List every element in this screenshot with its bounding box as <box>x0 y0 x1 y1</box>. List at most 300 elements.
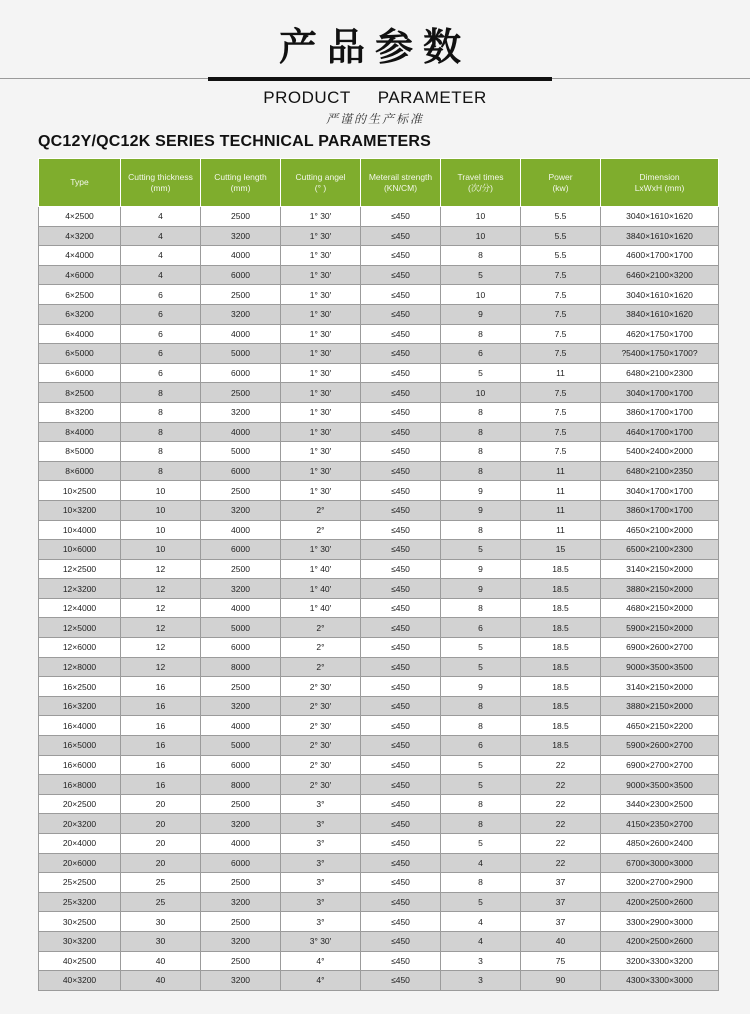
table-cell: 4650×2150×2200 <box>601 716 719 736</box>
table-row <box>39 363 719 383</box>
column-header <box>201 159 281 207</box>
table-cell: 3840×1610×1620 <box>601 226 719 246</box>
table-cell: 2500 <box>201 481 281 501</box>
table-cell: 15 <box>521 540 601 560</box>
table-cell: 3860×1700×1700 <box>601 500 719 520</box>
table-cell: 3200×2700×2900 <box>601 873 719 893</box>
table-cell: 2° 30′ <box>281 696 361 716</box>
table-cell: 16×3200 <box>39 696 121 716</box>
table-cell: 8×4000 <box>39 422 121 442</box>
table-cell: 9000×3500×3500 <box>601 775 719 795</box>
table-cell: 8×6000 <box>39 461 121 481</box>
table-row <box>39 834 719 854</box>
table-cell: 3200 <box>201 814 281 834</box>
table-cell: 1° 30′ <box>281 442 361 462</box>
table-cell: 8 <box>441 520 521 540</box>
table-cell: 6700×3000×3000 <box>601 853 719 873</box>
table-cell: 22 <box>521 775 601 795</box>
table-row <box>39 500 719 520</box>
table-cell: 2° 30′ <box>281 775 361 795</box>
table-cell: 20 <box>121 794 201 814</box>
table-cell: ≤450 <box>361 304 441 324</box>
table-cell: ≤450 <box>361 677 441 697</box>
table-cell: ≤450 <box>361 344 441 364</box>
table-cell: 4 <box>441 912 521 932</box>
table-cell: 3140×2150×2000 <box>601 677 719 697</box>
column-header <box>361 159 441 207</box>
table-cell: 16 <box>121 716 201 736</box>
table-cell: ≤450 <box>361 246 441 266</box>
table-cell: 22 <box>521 794 601 814</box>
table-cell: ≤450 <box>361 520 441 540</box>
table-cell: 20×6000 <box>39 853 121 873</box>
table-cell: 10×2500 <box>39 481 121 501</box>
table-cell: ≤450 <box>361 755 441 775</box>
column-header <box>521 159 601 207</box>
table-cell: 4×2500 <box>39 207 121 227</box>
table-cell: 5000 <box>201 442 281 462</box>
table-row <box>39 775 719 795</box>
table-cell: 10 <box>121 481 201 501</box>
table-cell: ≤450 <box>361 716 441 736</box>
column-header-unit: (kw) <box>552 182 569 193</box>
table-cell: 2° <box>281 657 361 677</box>
table-row <box>39 304 719 324</box>
table-cell: 3 <box>441 971 521 991</box>
table-cell: 4 <box>121 207 201 227</box>
table-cell: 4200×2500×2600 <box>601 931 719 951</box>
table-cell: 4000 <box>201 246 281 266</box>
table-cell: 6 <box>121 324 201 344</box>
table-cell: 22 <box>521 853 601 873</box>
table-row <box>39 481 719 501</box>
column-header-label: Travel times <box>457 171 504 182</box>
table-cell: 1° 30′ <box>281 304 361 324</box>
table-cell: 4×4000 <box>39 246 121 266</box>
table-row <box>39 579 719 599</box>
table-cell: 7.5 <box>521 402 601 422</box>
table-cell: 2500 <box>201 794 281 814</box>
table-cell: 5 <box>441 363 521 383</box>
table-cell: 9 <box>441 304 521 324</box>
table-cell: 5900×2600×2700 <box>601 736 719 756</box>
table-cell: 6480×2100×2300 <box>601 363 719 383</box>
table-cell: ≤450 <box>361 383 441 403</box>
table-row <box>39 540 719 560</box>
table-cell: 6900×2700×2700 <box>601 755 719 775</box>
table-cell: 20 <box>121 834 201 854</box>
table-cell: 3200 <box>201 971 281 991</box>
table-cell: 10 <box>441 207 521 227</box>
table-cell: 12×6000 <box>39 638 121 658</box>
table-cell: ≤450 <box>361 912 441 932</box>
table-cell: 4200×2500×2600 <box>601 892 719 912</box>
table-row <box>39 442 719 462</box>
table-cell: 3° <box>281 892 361 912</box>
table-cell: ≤450 <box>361 481 441 501</box>
table-cell: ≤450 <box>361 892 441 912</box>
table-cell: 18.5 <box>521 677 601 697</box>
table-cell: 25 <box>121 873 201 893</box>
table-cell: ≤450 <box>361 775 441 795</box>
table-cell: 8 <box>441 324 521 344</box>
table-cell: 8 <box>441 402 521 422</box>
table-cell: 3° <box>281 814 361 834</box>
table-cell: 8×5000 <box>39 442 121 462</box>
table-cell: 6×6000 <box>39 363 121 383</box>
table-cell: 18.5 <box>521 716 601 736</box>
table-cell: 16×6000 <box>39 755 121 775</box>
table-cell: 8×3200 <box>39 402 121 422</box>
table-cell: 1° 30′ <box>281 285 361 305</box>
table-cell: 18.5 <box>521 696 601 716</box>
table-cell: 16 <box>121 755 201 775</box>
table-cell: 11 <box>521 481 601 501</box>
table-cell: 8 <box>121 461 201 481</box>
table-cell: 20×2500 <box>39 794 121 814</box>
table-cell: 10 <box>121 520 201 540</box>
table-cell: 37 <box>521 912 601 932</box>
table-cell: 11 <box>521 500 601 520</box>
table-row <box>39 677 719 697</box>
table-cell: 8 <box>441 442 521 462</box>
table-cell: 6 <box>441 618 521 638</box>
table-row <box>39 402 719 422</box>
table-cell: 40×3200 <box>39 971 121 991</box>
table-cell: 5 <box>441 775 521 795</box>
table-cell: 3200 <box>201 696 281 716</box>
table-cell: ≤450 <box>361 559 441 579</box>
table-row <box>39 657 719 677</box>
table-cell: 1° 30′ <box>281 461 361 481</box>
table-cell: 2° 30′ <box>281 736 361 756</box>
table-cell: 11 <box>521 461 601 481</box>
table-cell: 3040×1700×1700 <box>601 383 719 403</box>
table-row <box>39 892 719 912</box>
table-cell: 6000 <box>201 755 281 775</box>
table-cell: 4° <box>281 951 361 971</box>
table-cell: 4150×2350×2700 <box>601 814 719 834</box>
table-body <box>39 207 719 991</box>
table-cell: 4300×3300×3000 <box>601 971 719 991</box>
table-cell: 9000×3500×3500 <box>601 657 719 677</box>
table-row <box>39 912 719 932</box>
table-cell: 30×3200 <box>39 931 121 951</box>
table-cell: ≤450 <box>361 461 441 481</box>
table-cell: 4000 <box>201 834 281 854</box>
table-row <box>39 873 719 893</box>
table-row <box>39 344 719 364</box>
table-cell: 8000 <box>201 657 281 677</box>
table-cell: 1° 40′ <box>281 579 361 599</box>
table-cell: 5900×2150×2000 <box>601 618 719 638</box>
table-cell: 3200 <box>201 226 281 246</box>
table-row <box>39 559 719 579</box>
table-cell: 3° 30′ <box>281 931 361 951</box>
table-cell: 1° 40′ <box>281 598 361 618</box>
table-cell: 12×2500 <box>39 559 121 579</box>
table-cell: 16 <box>121 696 201 716</box>
table-cell: ≤450 <box>361 324 441 344</box>
table-cell: 30 <box>121 912 201 932</box>
table-cell: ≤450 <box>361 814 441 834</box>
table-cell: 12×8000 <box>39 657 121 677</box>
table-cell: 22 <box>521 834 601 854</box>
table-cell: ≤450 <box>361 638 441 658</box>
table-cell: 10×6000 <box>39 540 121 560</box>
table-cell: 6480×2100×2350 <box>601 461 719 481</box>
table-cell: 6×3200 <box>39 304 121 324</box>
table-cell: 11 <box>521 520 601 540</box>
table-cell: 5 <box>441 540 521 560</box>
table-cell: 16×2500 <box>39 677 121 697</box>
table-cell: 3200 <box>201 931 281 951</box>
table-cell: 25×2500 <box>39 873 121 893</box>
table-cell: 3300×2900×3000 <box>601 912 719 932</box>
column-header-unit: (mm) <box>230 182 251 193</box>
table-cell: 4680×2150×2000 <box>601 598 719 618</box>
table-row <box>39 853 719 873</box>
table-cell: ?5400×1750×1700? <box>601 344 719 364</box>
table-cell: 11 <box>521 363 601 383</box>
table-cell: ≤450 <box>361 579 441 599</box>
table-row <box>39 598 719 618</box>
table-cell: 18.5 <box>521 638 601 658</box>
table-cell: 4000 <box>201 520 281 540</box>
table-cell: 30×2500 <box>39 912 121 932</box>
table-cell: ≤450 <box>361 853 441 873</box>
table-cell: 6×4000 <box>39 324 121 344</box>
table-cell: 6×5000 <box>39 344 121 364</box>
english-subtitle: PRODUCT PARAMETER <box>263 88 487 107</box>
table-cell: 3° <box>281 912 361 932</box>
table-cell: 16 <box>121 677 201 697</box>
table-cell: 3° <box>281 873 361 893</box>
table-cell: 4640×1700×1700 <box>601 422 719 442</box>
table-cell: ≤450 <box>361 500 441 520</box>
table-cell: 6 <box>121 344 201 364</box>
table-cell: 2500 <box>201 207 281 227</box>
table-cell: ≤450 <box>361 696 441 716</box>
table-cell: 6500×2100×2300 <box>601 540 719 560</box>
table-cell: 3200 <box>201 892 281 912</box>
table-cell: 12×4000 <box>39 598 121 618</box>
table-cell: 7.5 <box>521 304 601 324</box>
table-row <box>39 285 719 305</box>
table-cell: 12 <box>121 638 201 658</box>
table-cell: 5 <box>441 834 521 854</box>
column-header <box>281 159 361 207</box>
table-row <box>39 226 719 246</box>
table-cell: 5 <box>441 657 521 677</box>
table-cell: 2° 30′ <box>281 755 361 775</box>
table-cell: ≤450 <box>361 363 441 383</box>
table-cell: 4×6000 <box>39 265 121 285</box>
table-cell: 3140×2150×2000 <box>601 559 719 579</box>
table-cell: 4620×1750×1700 <box>601 324 719 344</box>
table-cell: 4600×1700×1700 <box>601 246 719 266</box>
table-cell: 20 <box>121 814 201 834</box>
table-cell: 8×2500 <box>39 383 121 403</box>
table-cell: 3200 <box>201 500 281 520</box>
table-cell: 12 <box>121 579 201 599</box>
table-cell: 18.5 <box>521 598 601 618</box>
table-cell: 7.5 <box>521 344 601 364</box>
table-cell: 12 <box>121 598 201 618</box>
table-cell: 20×4000 <box>39 834 121 854</box>
table-cell: 2500 <box>201 383 281 403</box>
table-cell: 4650×2100×2000 <box>601 520 719 540</box>
table-header-row <box>39 159 719 207</box>
table-cell: 3440×2300×2500 <box>601 794 719 814</box>
table-cell: 6000 <box>201 853 281 873</box>
table-cell: 4000 <box>201 324 281 344</box>
table-cell: 22 <box>521 814 601 834</box>
table-cell: 5000 <box>201 344 281 364</box>
table-cell: 9 <box>441 481 521 501</box>
table-row <box>39 716 719 736</box>
column-header-unit: (mm) <box>150 182 171 193</box>
table-cell: 2500 <box>201 677 281 697</box>
table-cell: 5.5 <box>521 207 601 227</box>
table-cell: 37 <box>521 873 601 893</box>
table-row <box>39 461 719 481</box>
table-cell: 3° <box>281 834 361 854</box>
parameters-table-container <box>38 158 718 991</box>
table-cell: 7.5 <box>521 265 601 285</box>
table-cell: 3040×1700×1700 <box>601 481 719 501</box>
table-cell: 5 <box>441 638 521 658</box>
table-cell: 16 <box>121 775 201 795</box>
table-cell: 4850×2600×2400 <box>601 834 719 854</box>
table-cell: 5400×2400×2000 <box>601 442 719 462</box>
table-cell: 6 <box>441 344 521 364</box>
table-cell: 90 <box>521 971 601 991</box>
table-cell: 20 <box>121 853 201 873</box>
table-row <box>39 246 719 266</box>
table-cell: 2° <box>281 618 361 638</box>
table-cell: 8 <box>121 383 201 403</box>
table-cell: 4 <box>441 931 521 951</box>
table-row <box>39 696 719 716</box>
table-cell: 6000 <box>201 265 281 285</box>
table-cell: 4000 <box>201 422 281 442</box>
chinese-subtitle: 严谨的生产标准 <box>325 112 424 126</box>
table-cell: 5.5 <box>521 226 601 246</box>
table-row <box>39 324 719 344</box>
table-cell: 4 <box>121 226 201 246</box>
column-header-unit: LxWxH (mm) <box>634 182 685 193</box>
table-cell: 3° <box>281 853 361 873</box>
column-header-label: Cutting angel <box>295 171 346 182</box>
table-row <box>39 951 719 971</box>
table-cell: ≤450 <box>361 598 441 618</box>
table-cell: 12 <box>121 559 201 579</box>
table-cell: 2500 <box>201 873 281 893</box>
table-cell: 16×4000 <box>39 716 121 736</box>
table-cell: 7.5 <box>521 324 601 344</box>
table-cell: 9 <box>441 559 521 579</box>
table-row <box>39 755 719 775</box>
table-cell: 8 <box>441 716 521 736</box>
table-cell: 10 <box>441 285 521 305</box>
table-cell: 3200 <box>201 579 281 599</box>
table-cell: 5.5 <box>521 246 601 266</box>
table-cell: 7.5 <box>521 285 601 305</box>
column-header <box>601 159 719 207</box>
table-row <box>39 971 719 991</box>
table-cell: 1° 30′ <box>281 226 361 246</box>
table-cell: ≤450 <box>361 834 441 854</box>
table-cell: 3° <box>281 794 361 814</box>
table-cell: 10 <box>441 226 521 246</box>
column-header-label: Cutting thickness <box>128 171 193 182</box>
chinese-title: 产品参数 <box>278 24 471 69</box>
table-cell: 4 <box>121 246 201 266</box>
table-cell: 25×3200 <box>39 892 121 912</box>
table-cell: 2° 30′ <box>281 716 361 736</box>
table-cell: ≤450 <box>361 736 441 756</box>
table-cell: 2500 <box>201 912 281 932</box>
table-row <box>39 931 719 951</box>
table-cell: 8 <box>121 442 201 462</box>
table-cell: 8 <box>441 422 521 442</box>
table-row <box>39 422 719 442</box>
table-cell: 7.5 <box>521 422 601 442</box>
table-cell: 6900×2600×2700 <box>601 638 719 658</box>
table-cell: 2500 <box>201 559 281 579</box>
table-cell: 1° 30′ <box>281 265 361 285</box>
table-cell: 1° 30′ <box>281 383 361 403</box>
table-cell: 7.5 <box>521 442 601 462</box>
table-cell: 9 <box>441 500 521 520</box>
table-cell: 6×2500 <box>39 285 121 305</box>
table-cell: 10×4000 <box>39 520 121 540</box>
table-cell: 10 <box>121 540 201 560</box>
table-cell: 1° 30′ <box>281 481 361 501</box>
table-cell: 18.5 <box>521 559 601 579</box>
table-cell: 8 <box>121 422 201 442</box>
table-cell: ≤450 <box>361 951 441 971</box>
table-cell: 3880×2150×2000 <box>601 696 719 716</box>
table-row <box>39 520 719 540</box>
table-cell: 5 <box>441 265 521 285</box>
table-cell: 1° 40′ <box>281 559 361 579</box>
table-cell: 12 <box>121 618 201 638</box>
table-row <box>39 265 719 285</box>
table-cell: 3040×1610×1620 <box>601 207 719 227</box>
table-cell: 2° 30′ <box>281 677 361 697</box>
table-cell: 6 <box>121 285 201 305</box>
table-cell: 37 <box>521 892 601 912</box>
column-header <box>121 159 201 207</box>
table-cell: 30 <box>121 931 201 951</box>
table-title: QC12Y/QC12K SERIES TECHNICAL PARAMETERS <box>38 133 432 150</box>
column-header-label: Meterail strength <box>368 171 433 182</box>
table-cell: 1° 30′ <box>281 344 361 364</box>
table-cell: 12×3200 <box>39 579 121 599</box>
table-cell: 4×3200 <box>39 226 121 246</box>
table-cell: 16×8000 <box>39 775 121 795</box>
table-row <box>39 638 719 658</box>
table-cell: 16×5000 <box>39 736 121 756</box>
table-cell: 6000 <box>201 461 281 481</box>
table-cell: 20×3200 <box>39 814 121 834</box>
table-cell: 8 <box>441 873 521 893</box>
table-cell: ≤450 <box>361 422 441 442</box>
table-cell: 40 <box>121 951 201 971</box>
page-header <box>0 0 750 80</box>
